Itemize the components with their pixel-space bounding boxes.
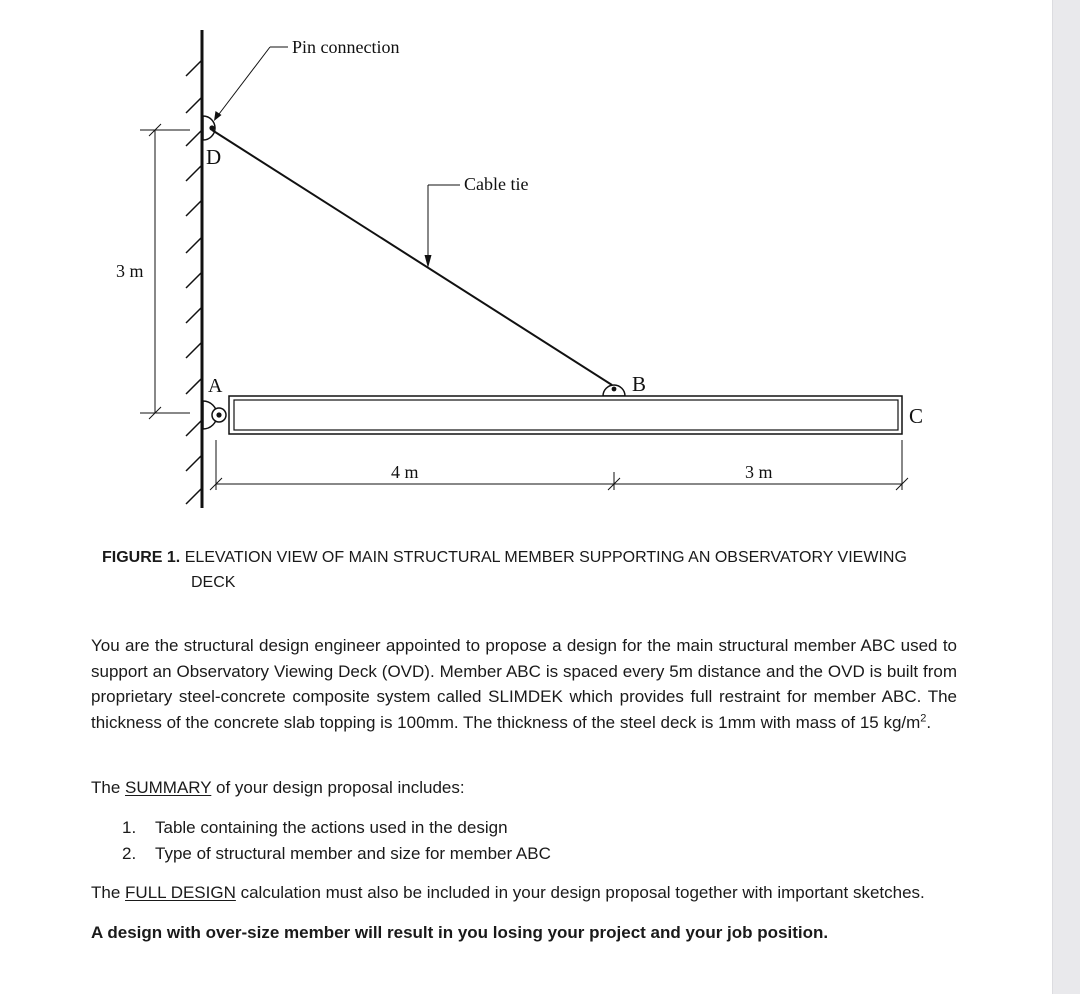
full-design-suffix: calculation must also be included in your design proposal together with important sketches. (235, 883, 925, 902)
intro-end: . (926, 712, 932, 732)
summary-prefix: The (91, 778, 126, 797)
summary-keyword: SUMMARY (125, 778, 212, 797)
cable-tie-label: Cable tie (464, 174, 529, 194)
warning-paragraph: A design with over-size member will result in you losing your project and your job position. (91, 923, 829, 942)
caption-text-line2: DECK (191, 574, 236, 591)
span-bc-label: 3 m (745, 462, 773, 482)
pin-b-icon (603, 385, 625, 396)
page-edge-margin (1052, 0, 1080, 994)
point-d-label: D (206, 145, 222, 169)
figure-caption (102, 545, 962, 595)
list-item-text: Table containing the actions used in the design (155, 818, 508, 837)
requirements-list (122, 815, 822, 867)
caption-label: FIGURE 1. (102, 549, 181, 566)
height-dimension-label: 3 m (116, 261, 144, 281)
cable-tie-member (212, 130, 612, 385)
pin-connection-leader (216, 47, 288, 118)
height-dimension (140, 124, 190, 419)
caption-text-line1: ELEVATION VIEW OF MAIN STRUCTURAL MEMBER SUPPORTING AN OBSERVATORY VIEWING (184, 549, 907, 566)
intro-superscript: 2 (920, 712, 927, 725)
summary-paragraph (91, 775, 957, 801)
span-ab-label: 4 m (391, 462, 419, 482)
pin-connection-label: Pin connection (292, 37, 400, 57)
beam-abc (229, 396, 902, 434)
wall-hatching (186, 60, 202, 504)
span-dimensions (210, 440, 908, 490)
pin-a-icon (203, 401, 226, 429)
full-design-paragraph (91, 880, 957, 906)
list-item-number: 2. (122, 844, 137, 863)
list-item (122, 815, 822, 841)
point-a-label: A (208, 375, 223, 397)
intro-text: You are the structural design engineer appointed to propose a design for the main structural member ABC used to support an Observatory Viewing Deck (OVD). Member ABC is spaced every 5m distance and the OVD is built from proprietary steel-concrete composite system called SLIMDEK which provides full restraint for member ABC. The thickness of the concrete slab topping is 100mm. The thickness of the steel deck is 1mm with mass of 15 kg/m (91, 636, 957, 732)
intro-paragraph (91, 633, 957, 735)
point-c-label: C (909, 404, 924, 428)
list-item-number: 1. (122, 818, 137, 837)
pin-d-icon (203, 116, 215, 140)
cable-tie-leader (428, 185, 460, 255)
full-design-prefix: The (91, 883, 126, 902)
summary-suffix: of your design proposal includes: (211, 778, 465, 797)
list-item (122, 841, 822, 867)
list-item-text: Type of structural member and size for member ABC (155, 844, 551, 863)
full-design-keyword: FULL DESIGN (125, 883, 236, 902)
point-b-label: B (632, 372, 647, 396)
